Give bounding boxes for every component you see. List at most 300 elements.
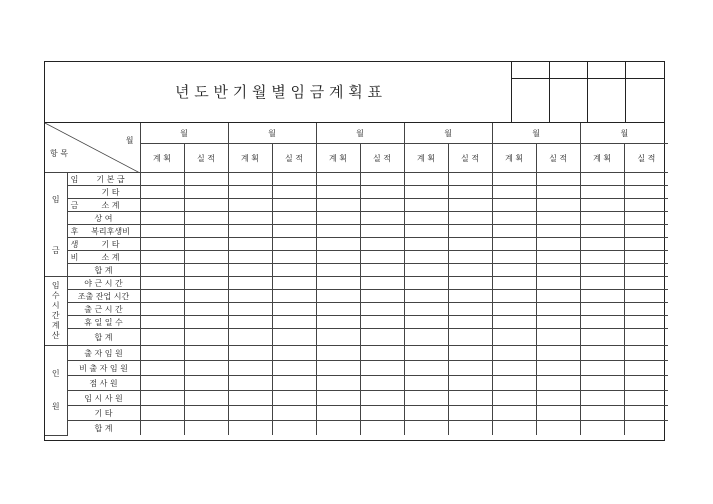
actual-cell[interactable] <box>184 346 228 361</box>
actual-cell[interactable] <box>624 329 668 346</box>
actual-cell[interactable] <box>360 421 404 436</box>
row-label-text: 합 계 <box>94 265 113 275</box>
plan-cell[interactable] <box>580 303 624 316</box>
title-area <box>45 62 512 122</box>
actual-cell[interactable] <box>360 290 404 303</box>
plan-cell[interactable] <box>580 199 624 212</box>
plan-cell[interactable] <box>492 316 536 329</box>
plan-cell[interactable] <box>316 264 360 277</box>
table-row <box>45 361 668 376</box>
actual-cell[interactable] <box>624 316 668 329</box>
actual-cell[interactable] <box>184 290 228 303</box>
actual-cell[interactable] <box>272 173 316 186</box>
plan-cell[interactable] <box>492 264 536 277</box>
plan-cell[interactable] <box>404 421 448 436</box>
month-header: 월 <box>228 123 316 144</box>
actual-cell[interactable] <box>536 212 580 225</box>
actual-cell[interactable] <box>360 316 404 329</box>
plan-cell[interactable] <box>228 406 272 421</box>
plan-cell[interactable] <box>492 186 536 199</box>
month-header: 월 <box>492 123 580 144</box>
actual-cell[interactable] <box>272 316 316 329</box>
item-month-header <box>45 123 140 173</box>
actual-cell[interactable] <box>184 329 228 346</box>
actual-cell[interactable] <box>448 186 492 199</box>
actual-header: 실 적 <box>448 144 492 173</box>
actual-cell[interactable] <box>536 173 580 186</box>
row-label <box>67 173 140 186</box>
plan-cell[interactable] <box>580 421 624 436</box>
month-header: 월 <box>316 123 404 144</box>
actual-cell[interactable] <box>184 264 228 277</box>
plan-cell[interactable] <box>404 329 448 346</box>
approval-header-1 <box>512 62 550 79</box>
actual-cell[interactable] <box>272 391 316 406</box>
actual-cell[interactable] <box>624 225 668 238</box>
actual-cell[interactable] <box>536 199 580 212</box>
actual-cell[interactable] <box>448 346 492 361</box>
actual-cell[interactable] <box>536 290 580 303</box>
plan-cell[interactable] <box>404 391 448 406</box>
row-label <box>67 199 140 212</box>
plan-cell[interactable] <box>580 212 624 225</box>
plan-cell[interactable] <box>228 421 272 436</box>
plan-cell[interactable] <box>492 329 536 346</box>
table-row <box>45 406 668 421</box>
plan-cell[interactable] <box>316 376 360 391</box>
actual-cell[interactable] <box>624 173 668 186</box>
header-row-months <box>45 123 668 144</box>
row-label <box>67 212 140 225</box>
actual-cell[interactable] <box>272 329 316 346</box>
actual-header: 실 적 <box>272 144 316 173</box>
row-prefix: 임 <box>70 174 79 184</box>
actual-cell[interactable] <box>360 186 404 199</box>
actual-header: 실 적 <box>184 144 228 173</box>
plan-cell[interactable] <box>140 391 184 406</box>
actual-cell[interactable] <box>448 173 492 186</box>
plan-cell[interactable] <box>140 186 184 199</box>
group-personnel <box>45 346 67 436</box>
actual-cell[interactable] <box>184 391 228 406</box>
plan-cell[interactable] <box>580 277 624 290</box>
actual-cell[interactable] <box>448 421 492 436</box>
plan-cell[interactable] <box>316 290 360 303</box>
approval-header-4 <box>626 62 664 79</box>
actual-cell[interactable] <box>536 186 580 199</box>
actual-cell[interactable] <box>360 277 404 290</box>
plan-cell[interactable] <box>316 361 360 376</box>
plan-cell[interactable] <box>228 173 272 186</box>
row-label-text: 기 타 <box>101 187 120 197</box>
approval-sign-3[interactable] <box>588 79 626 122</box>
plan-cell[interactable] <box>492 277 536 290</box>
plan-cell[interactable] <box>404 225 448 238</box>
wage-plan-form <box>44 61 665 441</box>
group-worktime-label: 임수시간계산 <box>51 281 61 341</box>
row-label-text: 소 계 <box>101 200 120 210</box>
actual-cell[interactable] <box>360 251 404 264</box>
plan-cell[interactable] <box>404 264 448 277</box>
row-prefix: 비 <box>70 252 79 262</box>
table-row <box>45 290 668 303</box>
actual-cell[interactable] <box>624 346 668 361</box>
actual-cell[interactable] <box>536 251 580 264</box>
table-row <box>45 173 668 186</box>
row-prefix: 후 <box>70 226 79 236</box>
actual-cell[interactable] <box>360 376 404 391</box>
plan-cell[interactable] <box>316 225 360 238</box>
actual-cell[interactable] <box>360 346 404 361</box>
plan-cell[interactable] <box>580 225 624 238</box>
actual-cell[interactable] <box>184 212 228 225</box>
plan-cell[interactable] <box>404 251 448 264</box>
actual-cell[interactable] <box>624 290 668 303</box>
row-label: 점 사 원 <box>67 376 140 391</box>
plan-cell[interactable] <box>316 277 360 290</box>
plan-cell[interactable] <box>140 173 184 186</box>
plan-cell[interactable] <box>140 225 184 238</box>
plan-cell[interactable] <box>140 238 184 251</box>
table-row <box>45 277 668 290</box>
actual-cell[interactable] <box>536 316 580 329</box>
actual-cell[interactable] <box>624 421 668 436</box>
actual-cell[interactable] <box>272 238 316 251</box>
actual-cell[interactable] <box>184 361 228 376</box>
plan-cell[interactable] <box>140 251 184 264</box>
table-row <box>45 238 668 251</box>
actual-cell[interactable] <box>184 251 228 264</box>
plan-cell[interactable] <box>580 316 624 329</box>
row-label: 조출 잔업 시간 <box>67 290 140 303</box>
actual-cell[interactable] <box>448 264 492 277</box>
plan-cell[interactable] <box>316 391 360 406</box>
plan-cell[interactable] <box>404 361 448 376</box>
plan-cell[interactable] <box>580 173 624 186</box>
plan-cell[interactable] <box>316 186 360 199</box>
plan-cell[interactable] <box>404 212 448 225</box>
plan-cell[interactable] <box>492 238 536 251</box>
item-corner-label: 항 목 <box>50 149 68 158</box>
plan-cell[interactable] <box>404 199 448 212</box>
row-label: 비 출 자 임 원 <box>67 361 140 376</box>
plan-cell[interactable] <box>580 406 624 421</box>
plan-cell[interactable] <box>140 361 184 376</box>
plan-cell[interactable] <box>404 238 448 251</box>
plan-cell[interactable] <box>316 199 360 212</box>
actual-cell[interactable] <box>536 361 580 376</box>
plan-cell[interactable] <box>228 361 272 376</box>
row-label <box>67 264 140 277</box>
actual-cell[interactable] <box>448 361 492 376</box>
actual-cell[interactable] <box>360 264 404 277</box>
plan-cell[interactable] <box>140 264 184 277</box>
plan-cell[interactable] <box>492 391 536 406</box>
actual-cell[interactable] <box>536 238 580 251</box>
actual-cell[interactable] <box>448 376 492 391</box>
actual-cell[interactable] <box>536 264 580 277</box>
actual-cell[interactable] <box>272 303 316 316</box>
actual-cell[interactable] <box>184 173 228 186</box>
actual-cell[interactable] <box>536 391 580 406</box>
plan-cell[interactable] <box>228 264 272 277</box>
plan-cell[interactable] <box>404 186 448 199</box>
actual-cell[interactable] <box>184 238 228 251</box>
actual-cell[interactable] <box>624 238 668 251</box>
actual-cell[interactable] <box>184 376 228 391</box>
actual-cell[interactable] <box>360 173 404 186</box>
plan-cell[interactable] <box>140 316 184 329</box>
plan-cell[interactable] <box>316 251 360 264</box>
plan-cell[interactable] <box>404 277 448 290</box>
actual-cell[interactable] <box>272 361 316 376</box>
actual-cell[interactable] <box>448 329 492 346</box>
row-label: 출 자 임 원 <box>67 346 140 361</box>
table-row <box>45 225 668 238</box>
actual-cell[interactable] <box>624 199 668 212</box>
actual-cell[interactable] <box>360 391 404 406</box>
plan-cell[interactable] <box>228 212 272 225</box>
actual-cell[interactable] <box>536 376 580 391</box>
group-wage <box>45 173 67 277</box>
row-label: 출 근 시 간 <box>67 303 140 316</box>
approval-header-2 <box>550 62 588 79</box>
plan-cell[interactable] <box>316 303 360 316</box>
actual-cell[interactable] <box>624 303 668 316</box>
actual-cell[interactable] <box>272 421 316 436</box>
plan-cell[interactable] <box>580 329 624 346</box>
plan-cell[interactable] <box>492 199 536 212</box>
row-prefix: 금 <box>70 200 79 210</box>
actual-cell[interactable] <box>360 225 404 238</box>
plan-cell[interactable] <box>580 290 624 303</box>
actual-cell[interactable] <box>536 225 580 238</box>
row-label <box>67 225 140 238</box>
actual-cell[interactable] <box>448 199 492 212</box>
actual-cell[interactable] <box>448 391 492 406</box>
plan-cell[interactable] <box>580 391 624 406</box>
actual-cell[interactable] <box>448 225 492 238</box>
actual-cell[interactable] <box>536 406 580 421</box>
plan-cell[interactable] <box>492 406 536 421</box>
actual-cell[interactable] <box>536 303 580 316</box>
plan-cell[interactable] <box>228 376 272 391</box>
actual-cell[interactable] <box>448 303 492 316</box>
plan-cell[interactable] <box>580 376 624 391</box>
actual-cell[interactable] <box>624 186 668 199</box>
row-prefix: 생 <box>70 239 79 249</box>
row-label-text: 기 본 급 <box>96 174 125 184</box>
plan-cell[interactable] <box>316 212 360 225</box>
plan-header: 계 획 <box>316 144 360 173</box>
plan-cell[interactable] <box>140 212 184 225</box>
plan-cell[interactable] <box>404 173 448 186</box>
plan-cell[interactable] <box>492 421 536 436</box>
plan-cell[interactable] <box>316 316 360 329</box>
plan-cell[interactable] <box>404 346 448 361</box>
actual-cell[interactable] <box>624 277 668 290</box>
approval-sign-4[interactable] <box>626 79 664 122</box>
actual-cell[interactable] <box>360 199 404 212</box>
actual-cell[interactable] <box>360 303 404 316</box>
table-row <box>45 303 668 316</box>
plan-cell[interactable] <box>228 346 272 361</box>
plan-cell[interactable] <box>580 251 624 264</box>
plan-cell[interactable] <box>140 303 184 316</box>
plan-cell[interactable] <box>492 251 536 264</box>
actual-cell[interactable] <box>624 376 668 391</box>
actual-cell[interactable] <box>536 421 580 436</box>
actual-cell[interactable] <box>272 186 316 199</box>
plan-cell[interactable] <box>316 346 360 361</box>
plan-cell[interactable] <box>140 329 184 346</box>
approval-sign-2[interactable] <box>550 79 588 122</box>
plan-header: 계 획 <box>580 144 624 173</box>
plan-cell[interactable] <box>140 277 184 290</box>
plan-header: 계 획 <box>140 144 184 173</box>
actual-cell[interactable] <box>624 406 668 421</box>
row-label-text: 기 타 <box>101 239 120 249</box>
actual-cell[interactable] <box>272 264 316 277</box>
actual-cell[interactable] <box>272 251 316 264</box>
row-label <box>67 186 140 199</box>
plan-cell[interactable] <box>580 186 624 199</box>
table-row <box>45 421 668 436</box>
actual-cell[interactable] <box>272 212 316 225</box>
plan-cell[interactable] <box>404 406 448 421</box>
plan-cell[interactable] <box>140 421 184 436</box>
table-row <box>45 199 668 212</box>
table-row <box>45 212 668 225</box>
actual-cell[interactable] <box>536 346 580 361</box>
actual-cell[interactable] <box>624 251 668 264</box>
actual-cell[interactable] <box>360 406 404 421</box>
actual-cell[interactable] <box>184 316 228 329</box>
plan-cell[interactable] <box>228 391 272 406</box>
plan-cell[interactable] <box>492 212 536 225</box>
plan-cell[interactable] <box>228 277 272 290</box>
plan-cell[interactable] <box>140 376 184 391</box>
plan-cell[interactable] <box>316 406 360 421</box>
plan-cell[interactable] <box>316 238 360 251</box>
row-label-text: 소 계 <box>101 252 120 262</box>
plan-header: 계 획 <box>492 144 536 173</box>
actual-cell[interactable] <box>184 225 228 238</box>
plan-cell[interactable] <box>404 376 448 391</box>
plan-cell[interactable] <box>404 290 448 303</box>
actual-cell[interactable] <box>360 212 404 225</box>
plan-cell[interactable] <box>228 251 272 264</box>
plan-cell[interactable] <box>404 303 448 316</box>
actual-cell[interactable] <box>448 406 492 421</box>
plan-cell[interactable] <box>492 361 536 376</box>
actual-header: 실 적 <box>536 144 580 173</box>
actual-cell[interactable] <box>624 264 668 277</box>
actual-cell[interactable] <box>536 277 580 290</box>
plan-cell[interactable] <box>492 376 536 391</box>
actual-cell[interactable] <box>272 199 316 212</box>
actual-cell[interactable] <box>536 329 580 346</box>
actual-cell[interactable] <box>184 277 228 290</box>
row-label: 휴 일 일 수 <box>67 316 140 329</box>
actual-cell[interactable] <box>624 212 668 225</box>
plan-cell[interactable] <box>228 238 272 251</box>
actual-cell[interactable] <box>448 290 492 303</box>
actual-cell[interactable] <box>184 303 228 316</box>
plan-cell[interactable] <box>228 329 272 346</box>
actual-cell[interactable] <box>184 406 228 421</box>
group-worktime <box>45 277 67 346</box>
actual-cell[interactable] <box>448 238 492 251</box>
actual-cell[interactable] <box>360 238 404 251</box>
actual-cell[interactable] <box>272 376 316 391</box>
table-row <box>45 186 668 199</box>
plan-cell[interactable] <box>140 290 184 303</box>
actual-cell[interactable] <box>360 329 404 346</box>
plan-cell[interactable] <box>580 264 624 277</box>
plan-cell[interactable] <box>228 199 272 212</box>
plan-cell[interactable] <box>228 316 272 329</box>
month-header: 월 <box>140 123 228 144</box>
plan-cell[interactable] <box>580 346 624 361</box>
plan-cell[interactable] <box>228 290 272 303</box>
actual-cell[interactable] <box>272 290 316 303</box>
plan-header: 계 획 <box>228 144 272 173</box>
plan-cell[interactable] <box>404 316 448 329</box>
actual-cell[interactable] <box>448 277 492 290</box>
actual-cell[interactable] <box>624 391 668 406</box>
group-wage-char: 임 <box>51 194 60 204</box>
month-header: 월 <box>580 123 668 144</box>
approval-sign-1[interactable] <box>512 79 550 122</box>
plan-cell[interactable] <box>492 303 536 316</box>
actual-cell[interactable] <box>272 406 316 421</box>
table-row <box>45 391 668 406</box>
actual-cell[interactable] <box>360 361 404 376</box>
plan-cell[interactable] <box>140 346 184 361</box>
actual-cell[interactable] <box>272 277 316 290</box>
plan-cell[interactable] <box>228 303 272 316</box>
plan-cell[interactable] <box>316 173 360 186</box>
plan-cell[interactable] <box>316 421 360 436</box>
actual-cell[interactable] <box>448 251 492 264</box>
plan-cell[interactable] <box>492 290 536 303</box>
actual-cell[interactable] <box>448 212 492 225</box>
actual-cell[interactable] <box>184 199 228 212</box>
group-wage-char: 금 <box>51 245 60 255</box>
wage-plan-table <box>45 122 664 436</box>
actual-cell[interactable] <box>624 361 668 376</box>
table-row <box>45 251 668 264</box>
actual-cell[interactable] <box>272 225 316 238</box>
actual-header: 실 적 <box>624 144 668 173</box>
plan-cell[interactable] <box>228 225 272 238</box>
plan-cell[interactable] <box>492 346 536 361</box>
plan-cell[interactable] <box>580 238 624 251</box>
plan-cell[interactable] <box>140 199 184 212</box>
actual-cell[interactable] <box>448 316 492 329</box>
actual-cell[interactable] <box>184 186 228 199</box>
plan-cell[interactable] <box>228 186 272 199</box>
table-row <box>45 316 668 329</box>
plan-cell[interactable] <box>492 225 536 238</box>
plan-cell[interactable] <box>316 329 360 346</box>
plan-cell[interactable] <box>492 173 536 186</box>
plan-cell[interactable] <box>580 361 624 376</box>
actual-cell[interactable] <box>184 421 228 436</box>
actual-cell[interactable] <box>272 346 316 361</box>
plan-cell[interactable] <box>140 406 184 421</box>
